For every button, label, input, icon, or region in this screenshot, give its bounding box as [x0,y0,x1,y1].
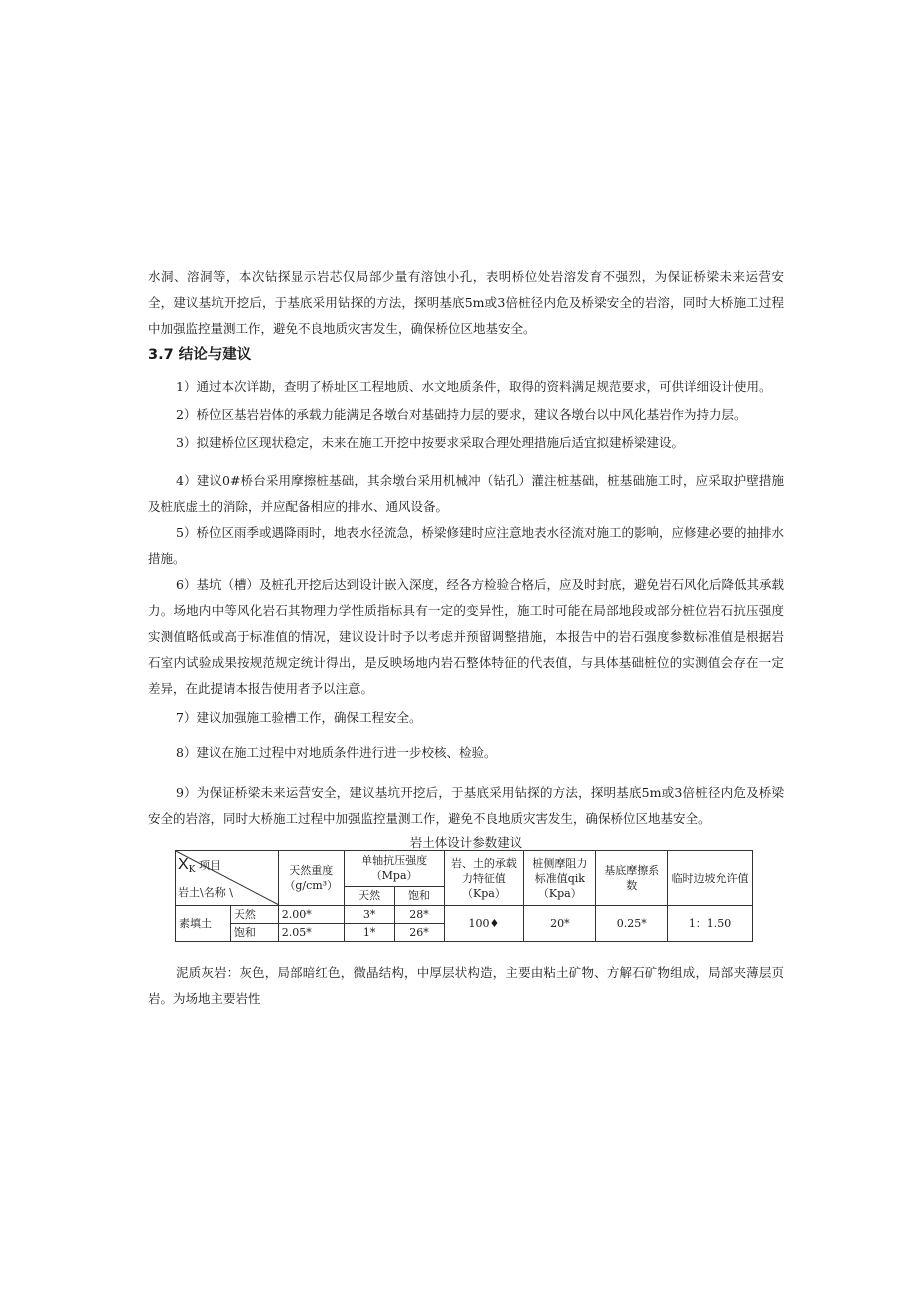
bearing-value: 100♦ [444,906,524,942]
density-natural: 2.00* [278,906,344,924]
sub-saturated: 饱和 [230,924,278,942]
section-heading: 3.7 结论与建议 [148,347,252,363]
conclusion-item-8: 8）建议在施工过程中对地质条件进行进一步校核、检验。 [176,745,497,760]
rock-description-paragraph: 泥质灰岩：灰色，局部暗红色，微晶结构，中厚层状构造，主要由粘土矿物、方解石矿物组成，局部夹薄层页岩。为场地主要岩性 [148,965,784,1006]
ucs-saturated-natural: 1* [344,924,394,942]
base-friction-value: 0.25* [596,906,668,942]
corner-item-label: $X_K$ 项目 [178,856,222,876]
header-ucs-saturated: 饱和 [394,886,444,905]
table-caption: 岩土体设计参数建议 [409,835,523,850]
conclusion-item-4: 4）建议0#桥台采用摩擦桩基础，其余墩台采用机械冲（钻孔）灌注桩基础，桩基础施工时，应采取护壁措施及桩底虚土的消除，并应配备相应的排水、通风设备。 [148,473,784,514]
conclusion-item-9: 9）为保证桥梁未来运营安全，建议基坑开挖后，于基底采用钻探的方法，探明基底5m或3倍桩径内危及桥梁安全的岩溶，同时大桥施工过程中加强监控量测工作，避免不良地质灾害发生，确保桥位区地基安全。 [148,785,784,826]
conclusion-item-5: 5）桥位区雨季或遇降雨时，地表水径流急，桥梁修建时应注意地表水径流对施工的影响，应修建必要的抽排水措施。 [148,525,784,566]
header-density: 天然重度（g/cm³） [278,851,344,906]
ucs-saturated-saturated: 26* [394,924,444,942]
conclusion-item-7: 7）建议加强施工验槽工作，确保工程安全。 [176,710,422,725]
conclusion-item-1: 1）通过本次详勘，查明了桥址区工程地质、水文地质条件，取得的资料满足规范要求，可供详细设计使用。 [176,379,772,394]
table-corner-header [176,851,279,906]
corner-name-label: 岩土\名称 \ [178,886,233,899]
ucs-natural-saturated: 28* [394,906,444,924]
table-row [176,906,753,924]
header-ucs-natural: 天然 [344,886,394,905]
slope-value: 1：1.50 [668,906,753,942]
conclusion-item-3: 3）拟建桥位区现状稳定，未来在施工开挖中按要求采取合理处理措施后适宜拟建桥梁建设。 [176,435,684,450]
row-name: 素填土 [176,906,231,942]
density-saturated: 2.05* [278,924,344,942]
pile-friction-value: 20* [524,906,596,942]
sub-natural: 天然 [230,906,278,924]
ucs-natural-natural: 3* [344,906,394,924]
header-slope: 临时边坡允许值 [668,851,753,906]
header-base-friction: 基底摩擦系数 [596,851,668,906]
header-bearing: 岩、土的承载力特征值（Kpa） [444,851,524,906]
intro-paragraph: 水洞、溶洞等，本次钻探显示岩芯仅局部少量有溶蚀小孔，表明桥位处岩溶发育不强烈，为保证桥梁未来运营安全，建议基坑开挖后，于基底采用钻探的方法，探明基底5m或3倍桩径内危及桥梁安全的岩溶，同时大桥施工过程中加强监控量测工作，避免不良地质灾害发生，确保桥位区地基安全。 [148,269,784,336]
conclusion-item-6: 6）基坑（槽）及桩孔开挖后达到设计嵌入深度，经各方检验合格后，应及时封底，避免岩石风化后降低其承载力。场地内中等风化岩石其物理力学性质指标具有一定的变异性，施工时可能在局部地段或部分桩位岩石抗压强度实测值略低或高于标准值的情况，建议设计时予以考虑并预留调整措施，本报告中的岩石强度参数标准值是根据岩石室内试验成果按规范规定统计得出，是反映场地内岩石整体特征的代表值，与具体基础桩位的实测值会存在一定差异，在此提请本报告使用者予以注意。 [148,577,784,696]
header-ucs: 单轴抗压强度（Mpa） [344,851,444,887]
header-pile-friction: 桩侧摩阻力标准值qik（Kpa） [524,851,596,906]
conclusion-item-2: 2）桥位区基岩岩体的承载力能满足各墩台对基础持力层的要求，建议各墩台以中风化基岩作为持力层。 [176,407,747,422]
parameter-table [175,850,753,942]
